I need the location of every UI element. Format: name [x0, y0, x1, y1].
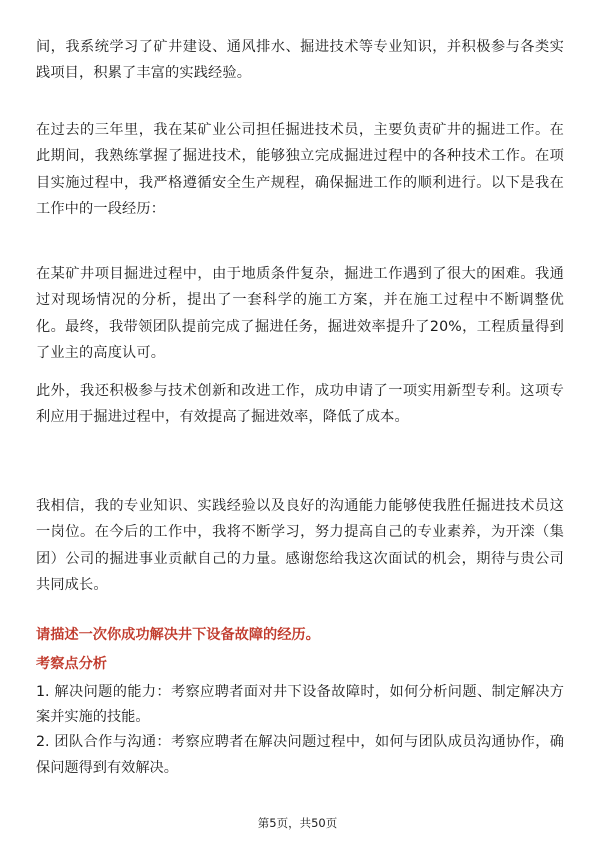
body-paragraph-1: 间，我系统学习了矿井建设、通风排水、掘进技术等专业知识，并积极参与各类实践项目，积累了丰富的实践经验。: [36, 39, 564, 82]
analysis-item-1: 1. 解决问题的能力：考察应聘者面对井下设备故障时，如何分析问题、制定解决方案并实施的技能。: [36, 684, 564, 726]
body-paragraph-4: 此外，我还积极参与技术创新和改进工作，成功申请了一项实用新型专利。这项专利应用于掘进过程中，有效提高了掘进效率，降低了成本。: [36, 383, 564, 426]
analysis-list: [36, 680, 564, 781]
analysis-section-title: 考察点分析: [36, 656, 107, 672]
question-title: 请描述一次你成功解决井下设备故障的经历。: [36, 627, 320, 643]
analysis-item-2: 2. 团队合作与沟通：考察应聘者在解决问题过程中，如何与团队成员沟通协作，确保问题得到有效解决。: [36, 734, 564, 776]
body-paragraph-5: 我相信，我的专业知识、实践经验以及良好的沟通能力能够使我胜任掘进技术员这一岗位。在今后的工作中，我将不断学习，努力提高自己的专业素养，为开滦（集团）公司的掘进事业贡献自己的力量。感谢您给我这次面试的机会，期待与贵公司共同成长。: [36, 498, 564, 594]
page-number-footer: 第5页，共50页: [257, 816, 338, 830]
body-paragraph-3: 在某矿井项目掘进过程中，由于地质条件复杂，掘进工作遇到了很大的困难。我通过对现场情况的分析，提出了一套科学的施工方案，并在施工过程中不断调整优化。最终，我带领团队提前完成了掘进任务，掘进效率提升了20%，工程质量得到了业主的高度认可。: [36, 266, 564, 362]
body-paragraph-2: 在过去的三年里，我在某矿业公司担任掘进技术员，主要负责矿井的掘进工作。在此期间，我熟练掌握了掘进技术，能够独立完成掘进过程中的各种技术工作。在项目实施过程中，我严格遵循安全生产规程，确保掘进工作的顺利进行。以下是我在工作中的一段经历：: [36, 122, 564, 218]
